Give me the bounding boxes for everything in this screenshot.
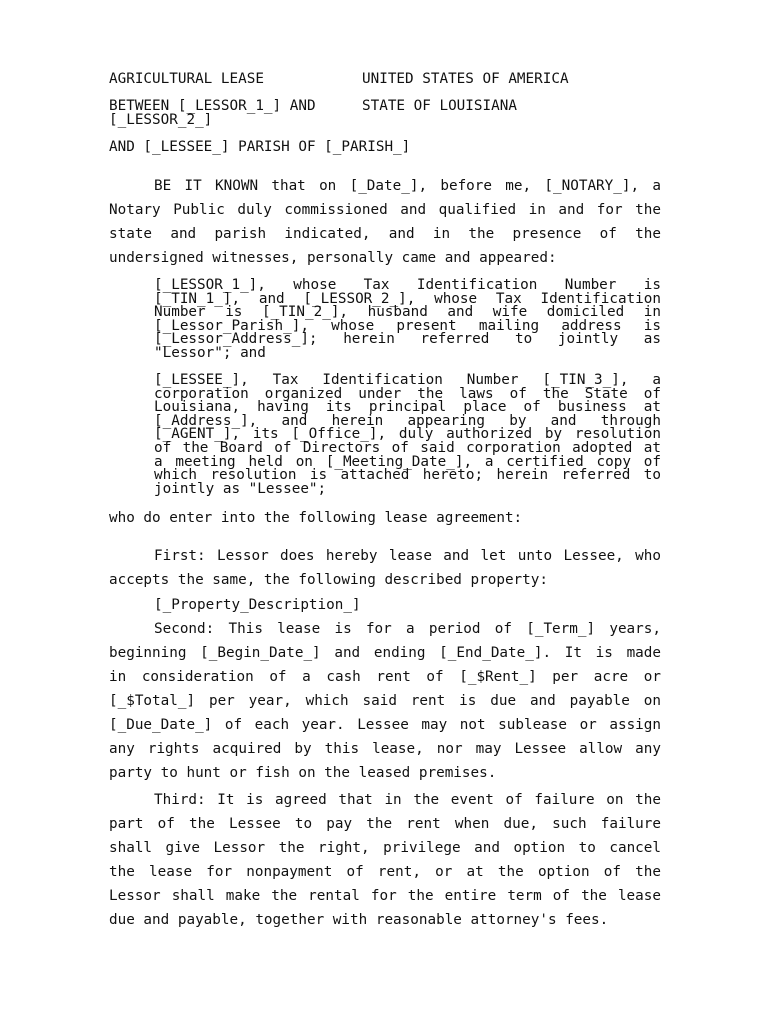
text-line: "Lessor"; and xyxy=(154,344,266,361)
text-line: a meeting held on [_Meeting_Date_], a certified copy of xyxy=(154,453,661,470)
text-line: corporation organized under the laws of the State of xyxy=(154,385,661,402)
paragraph-lessee-block xyxy=(154,374,661,496)
paragraph-first xyxy=(109,544,661,592)
paragraph-second xyxy=(109,617,661,785)
text-line: [_LESSEE_], Tax Identification Number [_TIN_3_], a xyxy=(154,372,661,388)
text-line: [_AGENT_], its [_Office_], duly authorized by resolution xyxy=(154,426,661,443)
text-line: BE IT KNOWN that on [_Date_], before me, [_NOTARY_], a xyxy=(154,178,661,194)
text-line: Second: This lease is for a period of [_Term_] years, xyxy=(154,621,661,637)
text-line: of the Board of Directors of said corporation adopted at xyxy=(154,439,661,456)
paragraph-be-it-known xyxy=(109,174,661,270)
text-line: beginning [_Begin_Date_] and ending [_End_Date_]. It is made xyxy=(109,645,661,661)
text-line: jointly as "Lessee"; xyxy=(154,480,327,497)
text-line: [_LESSOR_1_], whose Tax Identification Number is xyxy=(154,277,661,293)
text-line: in consideration of a cash rent of [_$Rent_] per acre or xyxy=(109,669,661,685)
paragraph-property xyxy=(109,593,661,617)
text-line: shall give Lessor the right, privilege and option to cancel xyxy=(109,840,661,856)
text-line: any rights acquired by this lease, nor may Lessee allow any xyxy=(109,741,661,757)
lessee-parish-line: AND [_LESSEE_] PARISH OF [_PARISH_] xyxy=(109,139,411,155)
text-line: [_Lessor_Parish_], whose present mailing address is xyxy=(154,317,661,334)
paragraph-who-do-enter xyxy=(109,506,661,530)
text-line: Lessor shall make the rental for the entire term of the lease xyxy=(109,888,661,904)
text-line: Number is [_TIN_2_], husband and wife domiciled in xyxy=(154,304,661,321)
document-title: AGRICULTURAL LEASE xyxy=(109,71,264,87)
text-line: who do enter into the following lease agreement: xyxy=(109,510,523,526)
text-line: the lease for nonpayment of rent, or at the option of the xyxy=(109,864,661,880)
text-line: [_Property_Description_] xyxy=(154,597,361,613)
state-heading: STATE OF LOUISIANA xyxy=(362,98,517,114)
country-heading: UNITED STATES OF AMERICA xyxy=(362,71,569,87)
text-line: accepts the same, the following described property: xyxy=(109,572,548,588)
text-line: [_Lessor_Address_]; herein referred to jointly as xyxy=(154,331,661,348)
paragraph-third xyxy=(109,788,661,932)
text-line: First: Lessor does hereby lease and let unto Lessee, who xyxy=(154,548,661,564)
text-line: [_$Total_] per year, which said rent is due and payable on xyxy=(109,693,661,709)
text-line: Notary Public duly commissioned and qualified in and for the xyxy=(109,202,661,218)
text-line: due and payable, together with reasonable attorney's fees. xyxy=(109,912,609,928)
text-line: [_Due_Date_] of each year. Lessee may not sublease or assign xyxy=(109,717,661,733)
text-line: undersigned witnesses, personally came and appeared: xyxy=(109,250,557,266)
text-line: [_TIN_1_], and [_LESSOR_2_], whose Tax Identification xyxy=(154,290,661,307)
parties-line-1: BETWEEN [_LESSOR_1_] AND xyxy=(109,98,316,114)
paragraph-lessor-block xyxy=(154,279,661,361)
text-line: Third: It is agreed that in the event of failure on the xyxy=(154,792,661,808)
text-line: state and parish indicated, and in the presence of the xyxy=(109,226,661,242)
text-line: which resolution is attached hereto; herein referred to xyxy=(154,467,661,484)
text-line: [_Address_], and herein appearing by and through xyxy=(154,412,661,429)
text-line: part of the Lessee to pay the rent when due, such failure xyxy=(109,816,661,832)
parties-line-2: [_LESSOR_2_] xyxy=(109,112,213,128)
text-line: Louisiana, having its principal place of business at xyxy=(154,399,661,416)
text-line: party to hunt or fish on the leased premises. xyxy=(109,765,497,781)
